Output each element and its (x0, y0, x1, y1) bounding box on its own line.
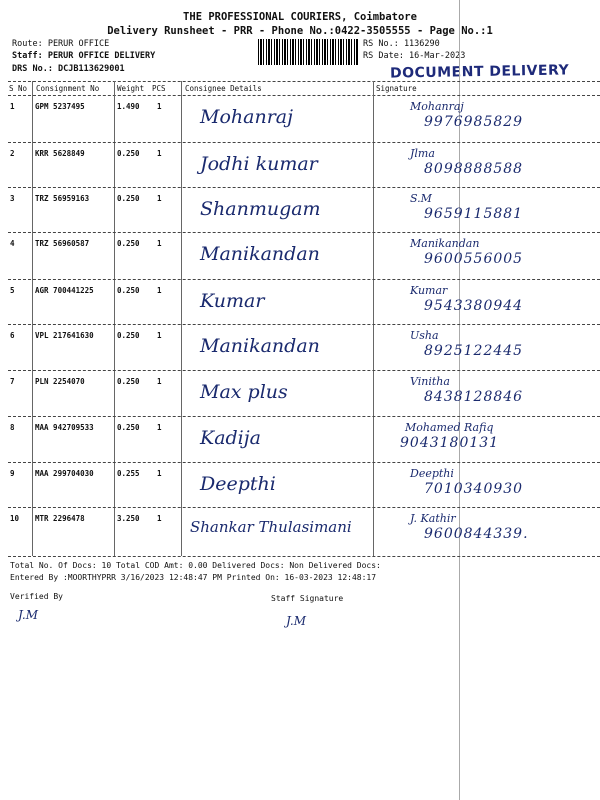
row-pcs: 1 (157, 331, 162, 340)
row-consignee-name: Manikandan (200, 335, 320, 357)
staff-label: Staff: PERUR OFFICE DELIVERY (12, 51, 156, 61)
row-sno: 10 (10, 514, 20, 523)
row-weight: 0.250 (117, 239, 140, 248)
verified-by-label: Verified By (10, 592, 63, 601)
drs-number: DRS No.: DCJB113629001 (12, 64, 125, 74)
row-weight: 0.250 (117, 423, 140, 432)
row-consignment-no: KRR 5628849 (35, 149, 85, 158)
col-consignee: Consignee Details (185, 84, 262, 93)
entered-by-line: Entered By :MOORTHYPRR 3/16/2023 12:48:47 PM Printed On: 16-03-2023 12:48:17 (10, 573, 377, 582)
row-consignee-name: Kumar (200, 290, 265, 312)
row-signature: Kumar (410, 284, 448, 297)
row-signature: Jlma (410, 147, 435, 160)
row-consignee-name: Manikandan (200, 243, 320, 265)
row-divider (8, 279, 600, 280)
row-consignment-no: MTR 2296478 (35, 514, 85, 523)
row-consignee-name: Kadija (200, 427, 261, 449)
table-header-rule (8, 95, 600, 96)
row-sno: 3 (10, 194, 15, 203)
staff-signature: J.M (286, 614, 306, 628)
row-consignment-no: VPL 217641630 (35, 331, 94, 340)
row-consignee-name: Shanmugam (200, 198, 321, 220)
row-phone: 9659115881 (424, 206, 524, 222)
row-consignment-no: TRZ 56959163 (35, 194, 90, 203)
row-weight: 1.490 (117, 102, 140, 111)
row-pcs: 1 (157, 423, 162, 432)
row-phone: 8925122445 (424, 343, 524, 359)
row-weight: 0.250 (117, 194, 140, 203)
staff-signature-label: Staff Signature (271, 594, 344, 603)
row-divider (8, 416, 600, 417)
row-phone: 9600844339. (424, 526, 529, 542)
row-pcs: 1 (157, 194, 162, 203)
row-signature: Usha (410, 329, 439, 342)
table-bottom-rule (8, 556, 600, 557)
row-phone: 9543380944 (424, 298, 524, 314)
row-consignment-no: MAA 299704030 (35, 469, 94, 478)
rs-number: RS No.: 1136290 (363, 39, 440, 49)
row-consignee-name: Max plus (200, 381, 288, 403)
row-sno: 6 (10, 331, 15, 340)
col-sep (373, 81, 374, 556)
table-top-rule (8, 81, 600, 82)
row-signature: J. Kathir (410, 512, 456, 525)
row-pcs: 1 (157, 514, 162, 523)
company-title: THE PROFESSIONAL COURIERS, Coimbatore (183, 11, 417, 23)
row-sno: 2 (10, 149, 15, 158)
row-divider (8, 324, 600, 325)
col-sep (181, 81, 182, 556)
row-phone: 9976985829 (424, 114, 524, 130)
row-consignment-no: TRZ 56960587 (35, 239, 90, 248)
row-weight: 0.250 (117, 286, 140, 295)
row-signature: Deepthi (410, 467, 454, 480)
row-divider (8, 507, 600, 508)
verified-signature: J.M (18, 608, 38, 622)
row-divider (8, 370, 600, 371)
row-sno: 1 (10, 102, 15, 111)
row-sno: 5 (10, 286, 15, 295)
col-sno: S No (9, 84, 28, 93)
row-pcs: 1 (157, 377, 162, 386)
col-signature: Signature (376, 84, 417, 93)
row-signature: Manikandan (410, 237, 480, 250)
row-consignment-no: PLN 2254070 (35, 377, 85, 386)
row-divider (8, 232, 600, 233)
row-pcs: 1 (157, 149, 162, 158)
row-phone: 8098888588 (424, 161, 524, 177)
row-divider (8, 142, 600, 143)
row-pcs: 1 (157, 286, 162, 295)
row-signature: Mohanraj (410, 100, 464, 113)
rs-date: RS Date: 16-Mar-2023 (363, 51, 466, 61)
row-phone: 8438128846 (424, 389, 524, 405)
row-sno: 7 (10, 377, 15, 386)
row-consignee-name: Deepthi (200, 473, 276, 495)
row-weight: 0.250 (117, 331, 140, 340)
row-pcs: 1 (157, 102, 162, 111)
row-consignee-name: Shankar Thulasimani (190, 518, 352, 536)
runsheet-subtitle: Delivery Runsheet - PRR - Phone No.:0422-3505555 - Page No.:1 (107, 25, 493, 37)
row-weight: 0.250 (117, 149, 140, 158)
route-label: Route: PERUR OFFICE (12, 39, 110, 49)
col-consignment: Consignment No (36, 84, 100, 93)
row-consignee-name: Jodhi kumar (200, 153, 318, 175)
row-divider (8, 187, 600, 188)
row-weight: 3.250 (117, 514, 140, 523)
row-phone: 9043180131 (400, 435, 500, 451)
row-weight: 0.255 (117, 469, 140, 478)
col-sep (114, 81, 115, 556)
row-consignment-no: GPM 5237495 (35, 102, 85, 111)
row-weight: 0.250 (117, 377, 140, 386)
row-sno: 4 (10, 239, 15, 248)
row-sno: 8 (10, 423, 15, 432)
row-phone: 9600556005 (424, 251, 524, 267)
row-signature: Vinitha (410, 375, 450, 388)
row-signature: Mohamed Rafiq (405, 421, 494, 434)
row-pcs: 1 (157, 469, 162, 478)
row-consignee-name: Mohanraj (200, 106, 293, 128)
row-phone: 7010340930 (424, 481, 524, 497)
col-sep (32, 81, 33, 556)
document-delivery-stamp: DOCUMENT DELIVERY (389, 62, 570, 82)
row-signature: S.M (410, 192, 432, 205)
col-weight: Weight (117, 84, 145, 93)
row-pcs: 1 (157, 239, 162, 248)
row-consignment-no: MAA 942709533 (35, 423, 94, 432)
row-sno: 9 (10, 469, 15, 478)
row-divider (8, 462, 600, 463)
barcode-image (258, 39, 358, 65)
totals-line: Total No. Of Docs: 10 Total COD Amt: 0.00 Delivered Docs: Non Delivered Docs: (10, 561, 381, 570)
col-pcs: PCS (152, 84, 166, 93)
row-consignment-no: AGR 700441225 (35, 286, 94, 295)
